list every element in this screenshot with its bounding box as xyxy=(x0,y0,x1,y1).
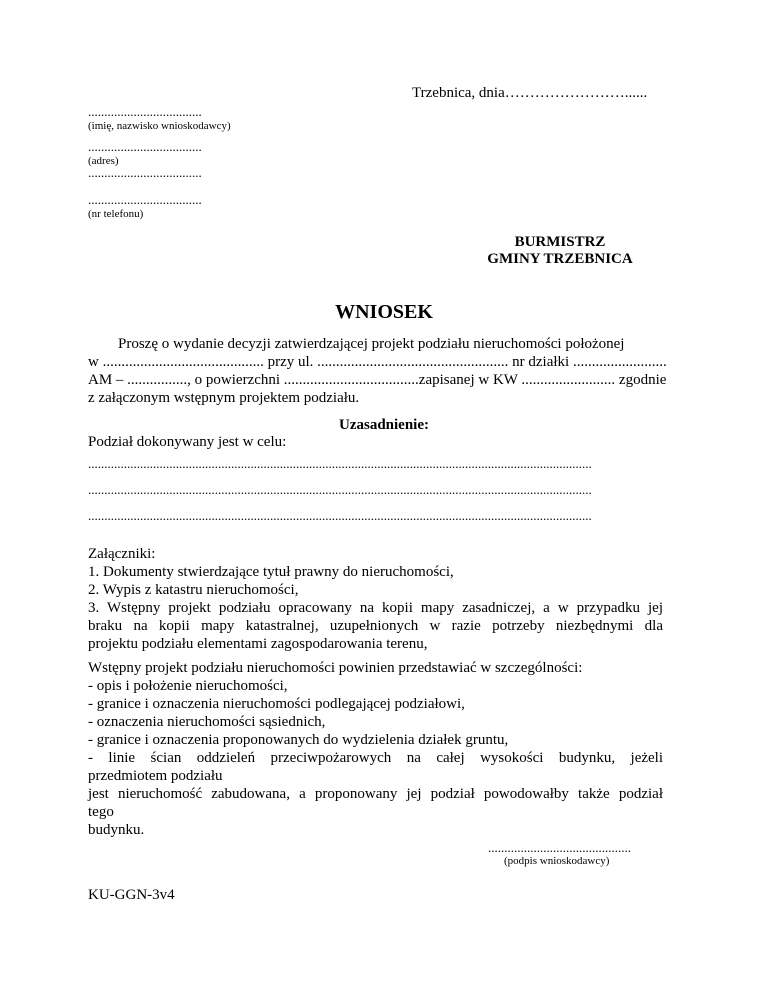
attachment-item-2: 2. Wypis z katastru nieruchomości, xyxy=(88,582,299,598)
request-line-2[interactable]: w ........................................... przy ul. ................................................... nr działki ......................... xyxy=(88,354,667,370)
justification-line-1[interactable]: ........................................................................................................................................................... xyxy=(88,456,592,471)
applicant-name-caption: (imię, nazwisko wnioskodawcy) xyxy=(88,120,231,132)
attachments-section xyxy=(88,545,663,653)
applicant-address-caption: (adres) xyxy=(88,155,119,167)
requirement-item-5-line-5: budynku. xyxy=(88,822,145,838)
signature-field[interactable]: ............................................ xyxy=(488,840,631,855)
justification-line-2[interactable]: ........................................................................................................................................................... xyxy=(88,482,592,497)
requirement-item-5-line-2: przedmiotem podziału xyxy=(88,768,223,784)
recipient-line-1: BURMISTRZ xyxy=(514,234,606,250)
requirements-intro: Wstępny projekt podziału nieruchomości powinien przedstawiać w szczególności: xyxy=(88,660,583,676)
request-paragraph xyxy=(88,335,667,407)
request-line-4: z załączonym wstępnym projektem podziału. xyxy=(88,390,360,406)
applicant-phone-field[interactable]: ................................... xyxy=(88,192,202,207)
justification-purpose-label: Podział dokonywany jest w celu: xyxy=(88,434,287,450)
applicant-name-field[interactable]: ................................... xyxy=(88,104,202,119)
attachment-item-3-line-3: projektu podziału elementami zagospodarowania terenu, xyxy=(88,636,428,652)
requirement-item-5-line-4: tego xyxy=(88,804,114,820)
requirement-item-4: - granice i oznaczenia proponowanych do wydzielenia działek gruntu, xyxy=(88,732,509,748)
applicant-address-field-1[interactable]: ................................... xyxy=(88,139,202,154)
attachments-heading: Załączniki: xyxy=(88,546,156,562)
place-date-line[interactable]: Trzebnica, dnia……………………...... xyxy=(412,85,648,101)
applicant-phone-caption: (nr telefonu) xyxy=(88,208,144,220)
form-code: KU-GGN-3v4 xyxy=(88,887,175,903)
attachment-item-3-line-1: 3. Wstępny projekt podziału opracowany na kopii mapy zasadniczej, a w przypadku jej xyxy=(88,600,663,616)
justification-heading: Uzasadnienie: xyxy=(339,417,429,433)
requirements-section xyxy=(88,659,663,839)
requirement-item-5-line-3: jest nieruchomość zabudowana, a proponowany jej podział powodowałby także podział xyxy=(88,786,663,802)
signature-caption: (podpis wnioskodawcy) xyxy=(504,855,610,867)
requirement-item-1: - opis i położenie nieruchomości, xyxy=(88,678,288,694)
request-line-1: Proszę o wydanie decyzji zatwierdzającej projekt podziału nieruchomości położonej xyxy=(118,336,625,352)
recipient-line-2: GMINY TRZEBNICA xyxy=(487,251,633,267)
justification-line-3[interactable]: ........................................................................................................................................................... xyxy=(88,508,592,523)
attachment-item-3-line-2: braku na kopii mapy katastralnej, uzupełnionych w razie potrzeby niezbędnymi dla xyxy=(88,618,663,634)
document-title: WNIOSEK xyxy=(335,301,433,323)
requirement-item-2: - granice i oznaczenia nieruchomości podlegającej podziałowi, xyxy=(88,696,465,712)
attachment-item-1: 1. Dokumenty stwierdzające tytuł prawny do nieruchomości, xyxy=(88,564,454,580)
requirement-item-3: - oznaczenia nieruchomości sąsiednich, xyxy=(88,714,326,730)
request-line-3[interactable]: AM – ................, o powierzchni ....................................zapisanej w KW ......................... zgodnie xyxy=(88,372,667,388)
requirement-item-5-line-1: - linie ścian oddzieleń przeciwpożarowych na całej wysokości budynku, jeżeli xyxy=(88,750,663,766)
applicant-address-field-2[interactable]: ................................... xyxy=(88,165,202,180)
